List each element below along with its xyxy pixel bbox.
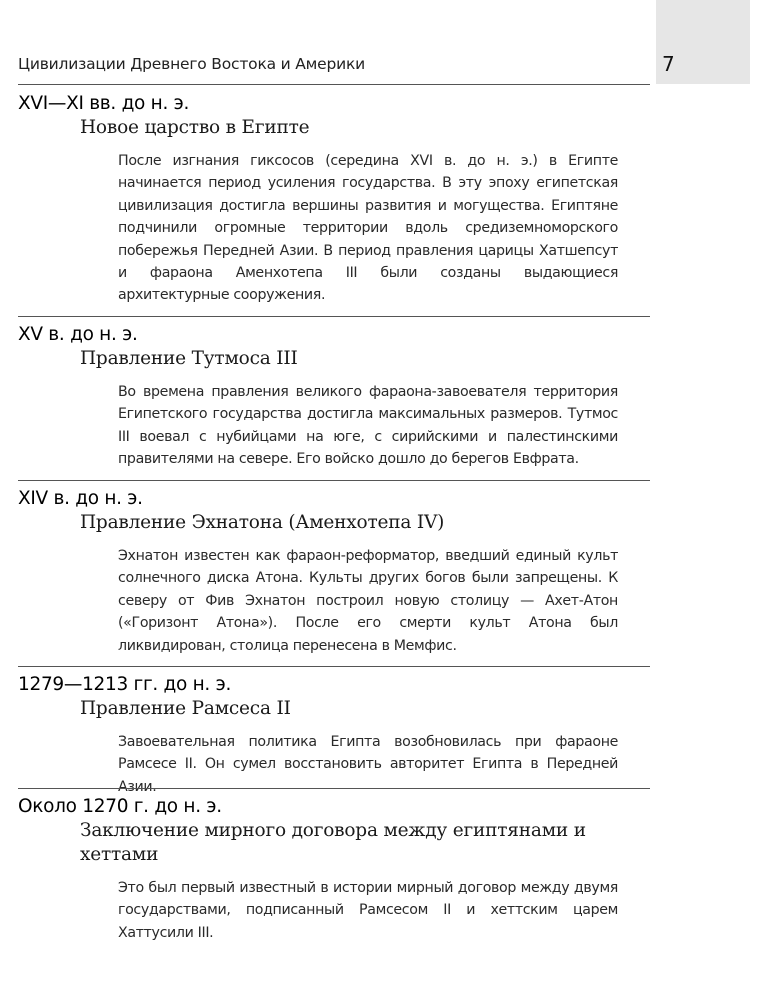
divider <box>18 84 650 85</box>
entry-title: Заключение мирного договора между египтянами и хеттами <box>80 820 586 865</box>
entry-text: Это был первый известный в истории мирный договор между двумя государствами, подписанный Рамсесом II и хеттским царем Хаттусили III. <box>118 880 618 941</box>
entry-text: Эхнатон известен как фараон-реформатор, введший единый культ солнечного диска Атона. Культы других богов были запрещены. К северу от Фив Эхнатон построил новую столицу — Ахет-Атон («Горизонт Атона»). После его смерти культ Атона был ликвидирован, столица перенесена в Мемфис. <box>118 548 618 654</box>
divider <box>18 316 650 317</box>
timeline-entry <box>18 92 650 307</box>
entry-title: Правление Тутмоса III <box>80 348 298 369</box>
timeline-entry <box>18 487 650 657</box>
timeline-entry <box>18 323 650 471</box>
entry-date: Около 1270 г. до н. э. <box>18 796 222 817</box>
entry-text: Завоевательная политика Египта возобновилась при фараоне Рамсесе II. Он сумел восстановить авторитет Египта в Передней Азии. <box>118 734 618 795</box>
entry-title: Правление Эхнатона (Аменхотепа IV) <box>80 512 445 533</box>
timeline-entry <box>18 673 650 798</box>
entry-date: XIV в. до н. э. <box>18 488 143 509</box>
page-number: 7 <box>662 52 675 76</box>
entry-date: XV в. до н. э. <box>18 324 138 345</box>
divider <box>18 666 650 667</box>
timeline-entry <box>18 795 650 944</box>
divider <box>18 788 650 789</box>
entry-text: После изгнания гиксосов (середина XVI в. до н. э.) в Египте начинается период усиления государства. В эту эпоху египетская цивилизация достигла вершины развития и могущества. Египтяне подчинили огромные территории вдоль средиземноморского побережья Передней Азии. В период правления царицы Хатшепсут и фараона Аменхотепа III были созданы выдающиеся архитектурные сооружения. <box>118 153 618 304</box>
entry-text: Во времена правления великого фараона-завоевателя территория Египетского государства достигла максимальных размеров. Тутмос III воевал с нубийцами на юге, с сирийскими и палестинскими правителями на севере. Его войско дошло до берегов Евфрата. <box>118 384 618 468</box>
entry-date: XVI—XI вв. до н. э. <box>18 93 190 114</box>
divider <box>18 480 650 481</box>
running-header: Цивилизации Древнего Востока и Америки <box>18 55 366 73</box>
entry-date: 1279—1213 гг. до н. э. <box>18 674 232 695</box>
entry-title: Новое царство в Египте <box>80 117 310 138</box>
entry-title: Правление Рамсеса II <box>80 698 291 719</box>
